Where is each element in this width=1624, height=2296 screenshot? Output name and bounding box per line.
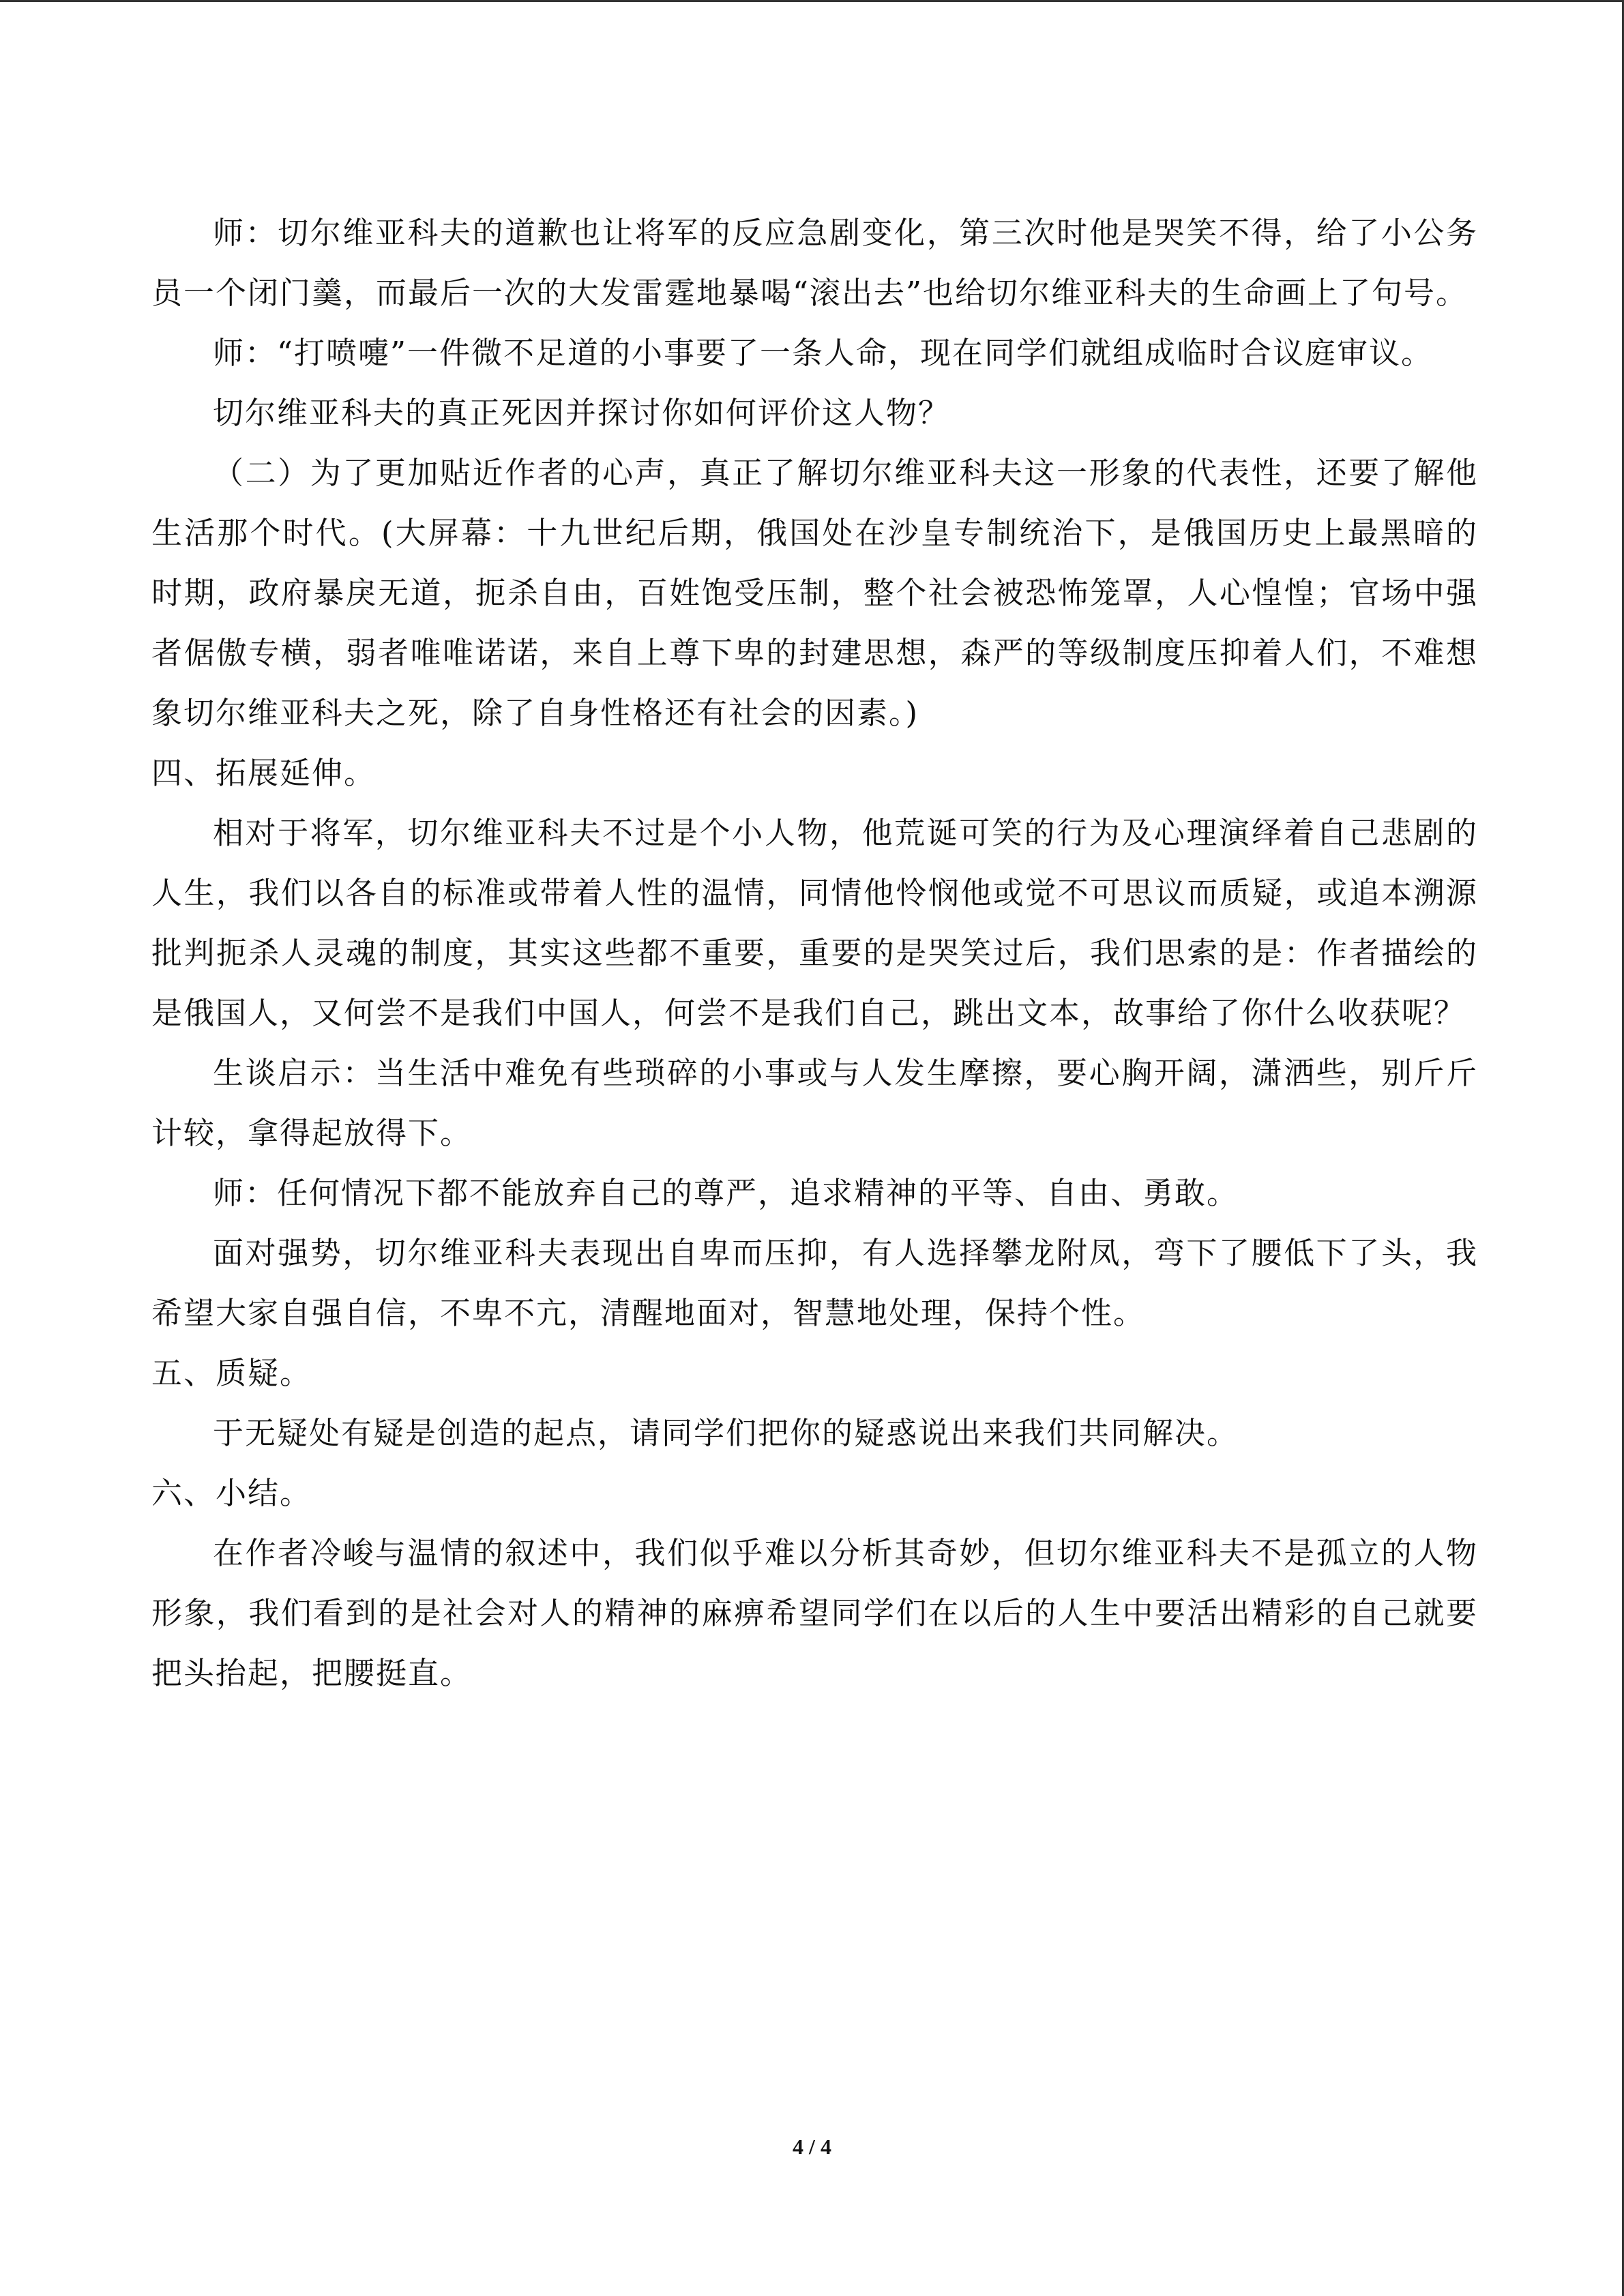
paragraph-teacher-sneeze: 师：“打喷嚏”一件微不足道的小事要了一条人命，现在同学们就组成临时合议庭审议。 (213, 335, 1434, 371)
paragraph-facing-power: 面对强势，切尔维亚科夫表现出自卑而压抑，有人选择攀龙附凤，弯下了腰低下了头，我希望大家自强自信，不卑不亢，清醒地面对，智慧地处理，保持个性。 (151, 1235, 1478, 1331)
document-body (151, 203, 1478, 1703)
paragraph-questioning-body: 于无疑处有疑是创造的起点，请同学们把你的疑惑说出来我们共同解决。 (213, 1415, 1239, 1451)
page-number: 4 / 4 (793, 2134, 831, 2159)
paragraph-summary-body: 在作者冷峻与温情的叙述中，我们似乎难以分析其奇妙，但切尔维亚科夫不是孤立的人物形象，我们看到的是社会对人的精神的麻痹希望同学们在以后的人生中要活出精彩的自己就要把头抬起，把腰挺直。 (151, 1535, 1478, 1691)
paragraph-teacher-dignity: 师：任何情况下都不能放弃自己的尊严，追求精神的平等、自由、勇敢。 (213, 1175, 1239, 1211)
paragraph-death-cause-question: 切尔维亚科夫的真正死因并探讨你如何评价这人物？ (213, 395, 951, 431)
section-heading-questioning: 五、质疑。 (151, 1355, 312, 1391)
section-heading-extension: 四、拓展延伸。 (151, 755, 377, 791)
page-border-top (0, 0, 1624, 2)
paragraph-extension-body: 相对于将军，切尔维亚科夫不过是个小人物，他荒诞可笑的行为及心理演绎着自己悲剧的人生，我们以各自的标准或带着人性的温情，同情他怜悯他或觉不可思议而质疑，或追本溯源批判扼杀人灵魂的制度，其实这些都不重要，重要的是哭笑过后，我们思索的是：作者描绘的是俄国人，又何尝不是我们中国人，何尝不是我们自己，跳出文本，故事给了你什么收获呢？ (151, 815, 1478, 1031)
paragraph-historical-context: （二）为了更加贴近作者的心声，真正了解切尔维亚科夫这一形象的代表性，还要了解他生活那个时代。(大屏幕：十九世纪后期，俄国处在沙皇专制统治下，是俄国历史上最黑暗的时期，政府暴戾无道，扼杀自由，百姓饱受压制，整个社会被恐怖笼罩，人心惶惶；官场中强者倨傲专横，弱者唯唯诺诺，来自上尊下卑的封建思想，森严的等级制度压抑着人们，不难想象切尔维亚科夫之死，除了自身性格还有社会的因素。) (151, 455, 1478, 731)
paragraph-student-insight: 生谈启示：当生活中难免有些琐碎的小事或与人发生摩擦，要心胸开阔，潇洒些，别斤斤计较，拿得起放得下。 (151, 1055, 1478, 1151)
section-heading-summary: 六、小结。 (151, 1475, 312, 1511)
paragraph-teacher-apology: 师：切尔维亚科夫的道歉也让将军的反应急剧变化，第三次时他是哭笑不得，给了小公务员一个闭门羹，而最后一次的大发雷霆地暴喝“滚出去”也给切尔维亚科夫的生命画上了句号。 (151, 215, 1478, 311)
